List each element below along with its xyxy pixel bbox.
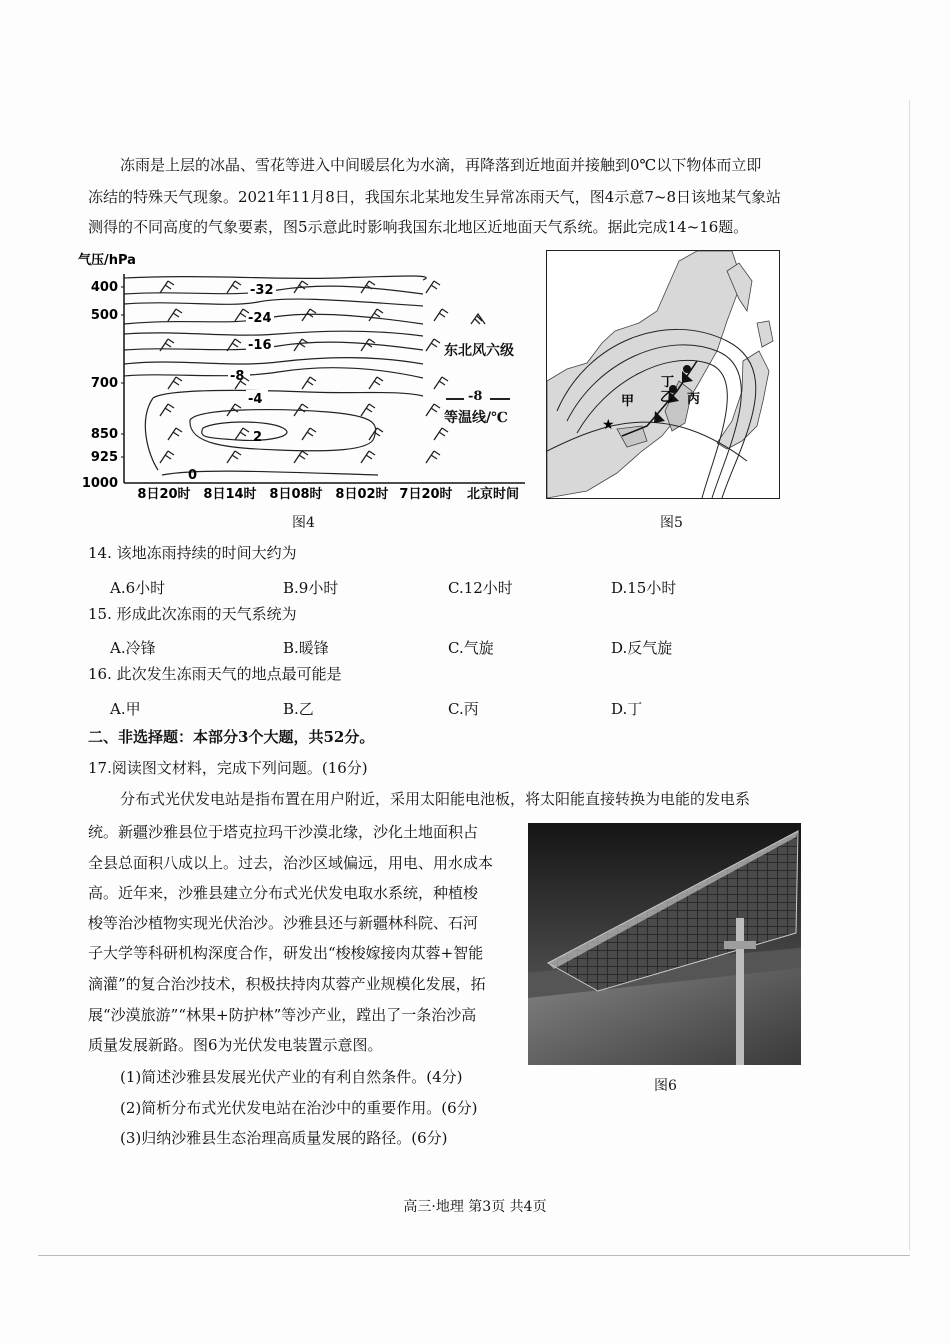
wind-barb [361, 451, 375, 463]
q16-option-c: C.丙 [448, 700, 479, 718]
q15-option-d: D.反气旋 [611, 639, 673, 657]
fig6-caption: 图6 [654, 1078, 677, 1094]
q16-option-b: B.乙 [283, 700, 314, 718]
wind-barb [426, 404, 440, 416]
q16-option-a: A.甲 [110, 700, 141, 718]
xtick-8d08: 8日08时 [269, 487, 323, 502]
wind-barb [369, 428, 383, 440]
legend-isotherm-value: -8 [468, 389, 483, 404]
q17-line-5: 梭等治沙植物实现光伏治沙。沙雅县还与新疆林科院、石河 [88, 914, 479, 932]
isotherm-label-0: 0 [188, 468, 198, 483]
q17-line-8: 展“沙漠旅游”“林果+防护林”等沙产业，蹚出了一条治沙高 [88, 1006, 477, 1024]
wind-barb [168, 428, 182, 440]
q15-option-b: B.暖锋 [283, 639, 329, 657]
fig4-caption: 图4 [292, 515, 315, 531]
wind-barb [168, 377, 182, 389]
xtick-8d14: 8日14时 [203, 487, 257, 502]
q17-title: 17.阅读图文材料，完成下列问题。(16分) [88, 759, 368, 777]
wind-barb [235, 428, 249, 440]
label-bing: 丙 [687, 392, 701, 407]
figure-4-chart [78, 250, 528, 508]
section-2-heading: 二、非选择题：本部分3个大题，共52分。 [88, 728, 375, 746]
ytick-925: 925 [90, 450, 118, 465]
q17-sub-3: (3)归纳沙雅县生态治理高质量发展的路径。(6分) [120, 1129, 448, 1147]
legend-isotherm-sample [446, 389, 510, 407]
wind-barb [361, 404, 375, 416]
fig4-ylabel: 气压/hPa [78, 253, 136, 268]
q15-stem: 15. 形成此次冻雨的天气系统为 [88, 605, 297, 623]
ytick-500: 500 [90, 308, 118, 323]
xtick-8d20: 8日20时 [137, 487, 191, 502]
wind-barb [434, 309, 448, 321]
q14-option-b: B.9小时 [283, 579, 339, 597]
wind-barb [369, 309, 383, 321]
intro-line-1: 冻雨是上层的冰晶、雪花等进入中间暖层化为水滴，再降落到近地面并接触到0℃以下物体而立即 [120, 156, 762, 174]
xaxis-unit: 北京时间 [466, 487, 520, 502]
wind-barb [369, 377, 383, 389]
wind-barb-legend-icon [468, 310, 488, 326]
wind-barb [294, 451, 308, 463]
q17-line-1: 分布式光伏发电站是指布置在用户附近，采用太阳能电池板，将太阳能直接转换为电能的发电系 [120, 790, 751, 808]
wind-barb [160, 281, 174, 293]
wind-barb [302, 428, 316, 440]
q14-option-d: D.15小时 [611, 579, 677, 597]
intro-line-2: 冻结的特殊天气现象。2021年11月8日，我国东北某地发生异常冻雨天气，图4示意7~8日该地某气象站 [88, 188, 782, 206]
ytick-400: 400 [90, 280, 118, 295]
wind-barb [302, 377, 316, 389]
isotherm-label-neg8: -8 [230, 369, 245, 384]
q14-option-c: C.12小时 [448, 579, 513, 597]
figure-5-map [546, 250, 780, 499]
intro-line-3: 测得的不同高度的气象要素，图5示意此时影响我国东北地区近地面天气系统。据此完成14~16题。 [88, 218, 749, 236]
q17-line-3: 全县总面积八成以上。过去，治沙区域偏远，用电、用水成本 [88, 854, 494, 872]
q15-option-c: C.气旋 [448, 639, 494, 657]
wind-barb [227, 451, 241, 463]
ytick-1000: 1000 [81, 476, 118, 491]
xtick-8d02: 8日02时 [335, 487, 389, 502]
wind-barb [160, 451, 174, 463]
isotherm-label-neg24: -24 [248, 311, 272, 326]
ytick-850: 850 [90, 427, 118, 442]
wind-barb [434, 428, 448, 440]
isotherm-label-neg16: -16 [248, 338, 272, 353]
label-jia: 甲 [621, 394, 635, 409]
page-footer: 高三·地理 第3页 共4页 [403, 1199, 547, 1215]
solar-panel-photo-svg [528, 823, 801, 1065]
isotherm-label-2: 2 [253, 430, 263, 445]
q17-line-4: 高。近年来，沙雅县建立分布式光伏发电取水系统，种植梭 [88, 884, 479, 902]
wind-barb [294, 339, 308, 351]
q17-line-2: 统。新疆沙雅县位于塔克拉玛干沙漠北缘，沙化土地面积占 [88, 823, 479, 841]
wind-barb [426, 339, 440, 351]
isotherm-label-neg4: -4 [248, 392, 263, 407]
q17-sub-1: (1)简述沙雅县发展光伏产业的有利自然条件。(4分) [120, 1068, 463, 1086]
legend-wind-label: 东北风六级 [444, 343, 514, 359]
fig5-map-svg [547, 251, 779, 498]
wind-barb [160, 404, 174, 416]
label-yi: 乙 [660, 390, 674, 405]
isotherm-label-neg32: -32 [250, 283, 274, 298]
star-marker: ★ [602, 417, 615, 433]
q17-line-7: 滴灌”的复合治沙技术，积极扶持肉苁蓉产业规模化发展，拓 [88, 975, 486, 993]
wind-barb [434, 377, 448, 389]
wind-barb [426, 451, 440, 463]
q17-sub-2: (2)简析分布式光伏发电站在治沙中的重要作用。(6分) [120, 1099, 478, 1117]
xtick-7d20: 7日20时 [399, 487, 453, 502]
wind-barb [227, 281, 241, 293]
q17-line-9: 质量发展新路。图6为光伏发电装置示意图。 [88, 1036, 383, 1054]
q15-option-a: A.冷锋 [110, 639, 156, 657]
figure-6-photo [528, 823, 801, 1065]
ytick-700: 700 [90, 376, 118, 391]
wind-barb [426, 281, 440, 293]
fig5-caption: 图5 [660, 515, 683, 531]
wind-barb [361, 339, 375, 351]
page-edge [909, 100, 910, 1250]
bottom-rule [38, 1255, 910, 1256]
wind-barb [168, 309, 182, 321]
label-ding: 丁 [661, 375, 675, 390]
q16-option-d: D.丁 [611, 700, 643, 718]
q16-stem: 16. 此次发生冻雨天气的地点最可能是 [88, 665, 342, 683]
q14-option-a: A.6小时 [110, 579, 166, 597]
q17-line-6: 子大学等科研机构深度合作，研发出“梭梭嫁接肉苁蓉+智能 [88, 944, 484, 962]
q14-stem: 14. 该地冻雨持续的时间大约为 [88, 544, 297, 562]
legend-isotherm-label: 等温线/℃ [444, 410, 508, 426]
